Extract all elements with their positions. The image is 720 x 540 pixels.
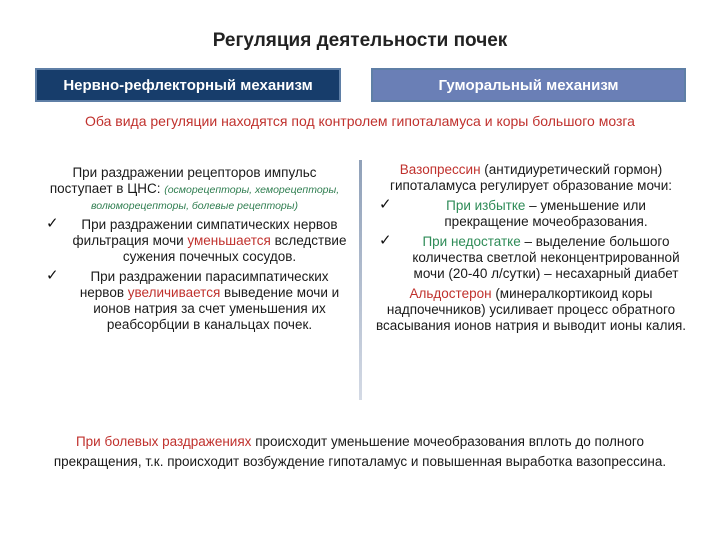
aldosterone-name: Альдостерон [409, 286, 492, 301]
excess-key: При избытке [446, 198, 526, 213]
header-nervous-mechanism: Нервно-рефлекторный механизм [35, 68, 341, 102]
vasopressin-block [375, 162, 687, 194]
header-humoral-mechanism: Гуморальный механизм [371, 68, 686, 102]
nervous-mechanism-column [42, 165, 347, 333]
vasopressin-name: Вазопрессин [399, 162, 481, 177]
aldosterone-block [375, 286, 687, 334]
aldosterone-desc: (минералкортикоид коры надпочечников) усиливает процесс обратного всасывания ионов натрия и выводит ионы калия. [375, 286, 687, 333]
list-item [42, 217, 347, 265]
checkmark-icon: ✓ [379, 196, 392, 213]
item1-key: уменьшается [187, 233, 271, 248]
page-title: Регуляция деятельности почек [212, 30, 508, 51]
left-intro [42, 165, 347, 213]
bottom-text: происходит уменьшение мочеобразования вплоть до полного прекращения, т.к. происходит возбуждение гипоталамус и повышенная выработка вазопрессина. [53, 434, 667, 469]
checkmark-icon: ✓ [46, 267, 59, 284]
control-note: Оба вида регуляции находятся под контролем гипоталамуса и коры большого мозга [85, 113, 635, 129]
deficit-key: При недостатке [422, 234, 521, 249]
receptors-list: (осморецепторы, хеморецепторы, волюморецепторы, болевые рецепторы) [91, 184, 340, 212]
humoral-mechanism-column [375, 162, 687, 334]
list-item [375, 198, 687, 230]
left-intro-text: При раздражении рецепторов импульс поступает в ЦНС: [49, 165, 317, 196]
item1-pre: При раздражении симпатических нервов фильтрация мочи [72, 217, 338, 248]
checkmark-icon: ✓ [379, 232, 392, 249]
deficit-text: – выделение большого количества светлой неконцентрированной мочи (20-40 л/сутки) – несахарный диабет [412, 234, 680, 281]
vasopressin-desc: (антидиуретический гормон) гипоталамуса регулирует образование мочи: [390, 162, 672, 193]
excess-text: – уменьшение или прекращение мочеобразования. [444, 198, 648, 229]
bottom-key: При болевых раздражениях [75, 434, 252, 449]
item2-post: выведение мочи и ионов натрия за счет уменьшения их реабсорбции в канальцах почек. [93, 285, 340, 332]
item2-key: увеличивается [127, 285, 221, 300]
list-item [42, 269, 347, 333]
bottom-note [40, 432, 680, 472]
checkmark-icon: ✓ [46, 215, 59, 232]
item2-pre: При раздражении парасимпатических нервов [79, 269, 329, 300]
item1-post: вследствие сужения почечных сосудов. [122, 233, 347, 264]
list-item [375, 234, 687, 282]
column-divider [359, 160, 362, 400]
